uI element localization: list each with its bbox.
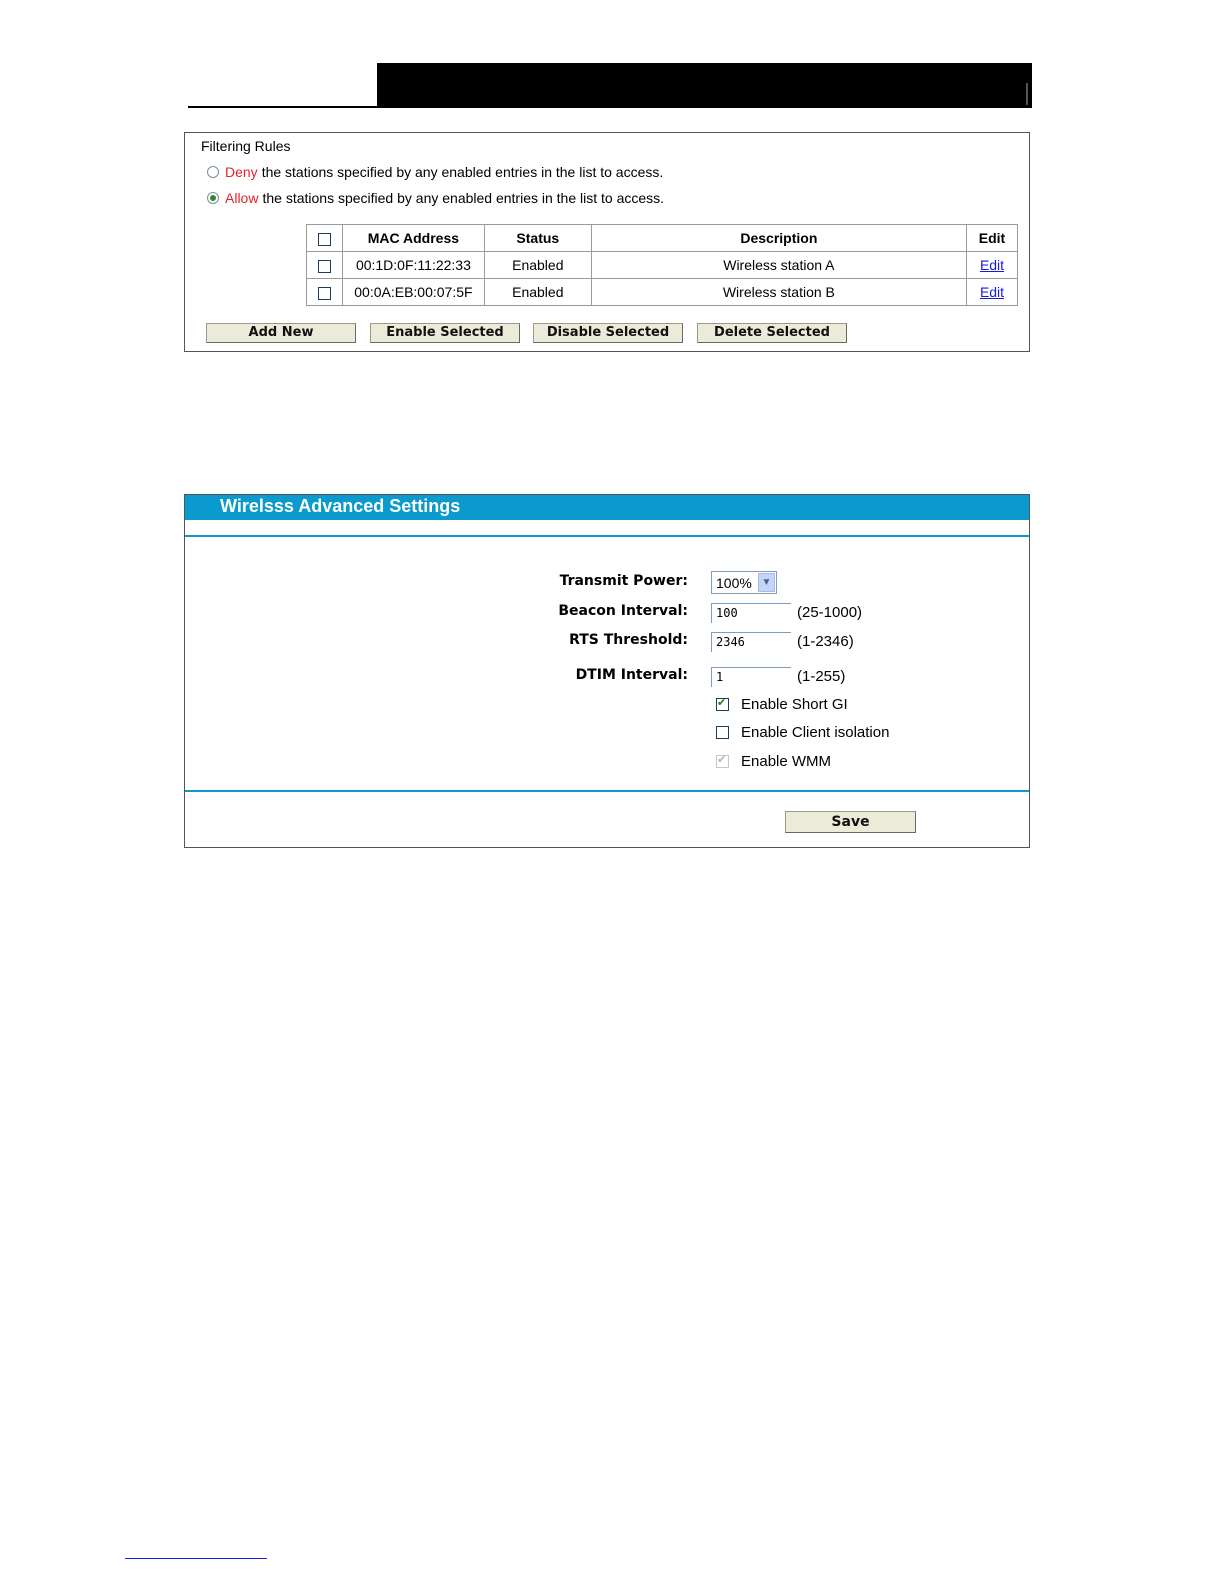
- dtim-interval-label: DTIM Interval:: [575, 667, 688, 683]
- row-select-cell: [307, 252, 343, 279]
- client-isolation-checkbox[interactable]: [716, 726, 729, 739]
- short-gi-label: Enable Short GI: [741, 696, 848, 713]
- client-isolation-option[interactable]: [716, 724, 889, 741]
- filtering-rules-title: Filtering Rules: [201, 138, 291, 154]
- transmit-power-label: Transmit Power:: [559, 573, 688, 589]
- allow-text: the stations specified by any enabled entries in the list to access.: [262, 190, 665, 206]
- disable-selected-button[interactable]: Disable Selected: [533, 323, 683, 343]
- header-bar: [377, 63, 1032, 108]
- column-header-description: Description: [591, 225, 966, 252]
- short-gi-option[interactable]: [716, 696, 848, 713]
- rts-threshold-label: RTS Threshold:: [569, 632, 688, 648]
- edit-link[interactable]: Edit: [979, 284, 1005, 300]
- beacon-interval-input[interactable]: 100: [711, 603, 791, 623]
- header-tick: [1026, 83, 1028, 105]
- select-all-checkbox[interactable]: [318, 233, 331, 246]
- edit-cell: [967, 279, 1018, 306]
- deny-radio[interactable]: [207, 166, 219, 178]
- mac-filter-table: [306, 224, 1018, 306]
- description-cell: Wireless station B: [591, 279, 966, 306]
- rts-threshold-range: (1-2346): [797, 633, 854, 650]
- header-rule: [188, 106, 378, 108]
- edit-cell: [967, 252, 1018, 279]
- row-checkbox[interactable]: [318, 287, 331, 300]
- column-header-status: Status: [484, 225, 591, 252]
- wmm-option: [716, 753, 831, 770]
- mac-cell: 00:0A:EB:00:07:5F: [342, 279, 484, 306]
- edit-link[interactable]: Edit: [979, 257, 1005, 273]
- mac-cell: 00:1D:0F:11:22:33: [342, 252, 484, 279]
- allow-rule-option[interactable]: [207, 190, 664, 206]
- status-cell: Enabled: [484, 279, 591, 306]
- beacon-interval-label: Beacon Interval:: [558, 603, 688, 619]
- dtim-interval-range: (1-255): [797, 668, 846, 685]
- enable-selected-button[interactable]: Enable Selected: [370, 323, 520, 343]
- select-all-cell: [307, 225, 343, 252]
- rts-threshold-input[interactable]: 2346: [711, 632, 791, 652]
- description-cell: Wireless station A: [591, 252, 966, 279]
- allow-keyword: Allow: [225, 190, 259, 206]
- table-header-row: [307, 225, 1018, 252]
- bottom-divider: [185, 790, 1029, 792]
- wmm-checkbox: [716, 755, 729, 768]
- top-divider: [185, 535, 1029, 537]
- allow-radio[interactable]: [207, 192, 219, 204]
- dtim-interval-input[interactable]: 1: [711, 667, 791, 687]
- row-checkbox[interactable]: [318, 260, 331, 273]
- wmm-label: Enable WMM: [741, 753, 832, 770]
- column-header-edit: Edit: [967, 225, 1018, 252]
- table-row: [307, 252, 1018, 279]
- filtering-rules-panel: [184, 132, 1030, 352]
- table-row: [307, 279, 1018, 306]
- short-gi-checkbox[interactable]: [716, 698, 729, 711]
- add-new-button[interactable]: Add New: [206, 323, 356, 343]
- advanced-settings-panel: [184, 494, 1030, 848]
- deny-rule-option[interactable]: [207, 164, 663, 180]
- row-select-cell: [307, 279, 343, 306]
- save-button[interactable]: Save: [785, 811, 916, 833]
- chevron-down-icon[interactable]: ▼: [758, 573, 775, 592]
- panel-title: Wirelsss Advanced Settings: [220, 496, 461, 516]
- panel-header: [185, 495, 1029, 520]
- transmit-power-value: 100%: [716, 575, 752, 591]
- deny-text: the stations specified by any enabled entries in the list to access.: [261, 164, 664, 180]
- client-isolation-label: Enable Client isolation: [741, 724, 890, 741]
- beacon-interval-range: (25-1000): [797, 604, 863, 621]
- column-header-mac: MAC Address: [342, 225, 484, 252]
- status-cell: Enabled: [484, 252, 591, 279]
- deny-keyword: Deny: [225, 164, 258, 180]
- transmit-power-select[interactable]: [711, 571, 777, 594]
- delete-selected-button[interactable]: Delete Selected: [697, 323, 847, 343]
- footer-link-underline: [125, 1558, 267, 1559]
